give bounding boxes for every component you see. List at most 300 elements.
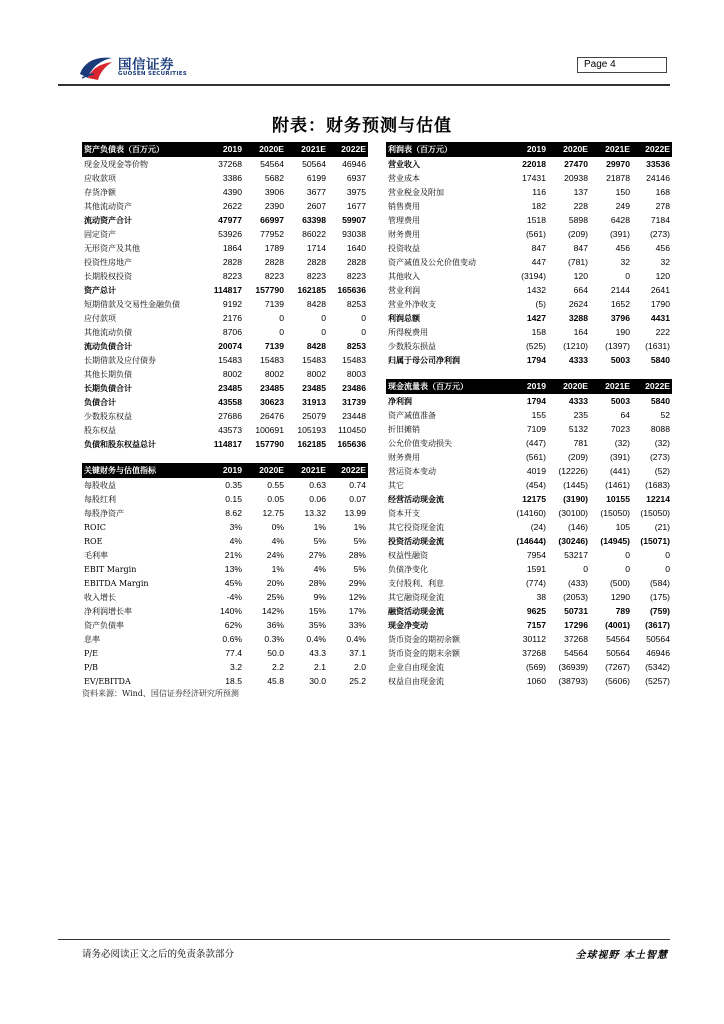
row-label: EBITDA Margin xyxy=(84,578,149,588)
row-value: 0.06 xyxy=(309,493,326,504)
header-divider xyxy=(58,84,670,86)
row-value: 4% xyxy=(229,535,242,546)
row-value: 63398 xyxy=(302,214,326,225)
row-value: 93038 xyxy=(342,228,366,239)
table-row xyxy=(82,423,368,437)
row-value: 28% xyxy=(348,549,366,560)
row-value: 23448 xyxy=(342,410,366,421)
row-value: 25.2 xyxy=(349,675,366,686)
row-value: 5003 xyxy=(610,395,630,406)
key-metrics-table xyxy=(82,463,368,688)
row-value: 8223 xyxy=(346,270,366,281)
row-label: 营运资本变动 xyxy=(388,466,436,476)
row-value: 0 xyxy=(583,563,588,574)
row-label: 每股收益 xyxy=(84,480,116,490)
row-value: 0.74 xyxy=(349,479,366,490)
table-row xyxy=(82,478,368,492)
row-value: (1397) xyxy=(605,340,630,351)
table-header-row xyxy=(82,463,368,478)
row-value: (1631) xyxy=(645,340,670,351)
row-value: 3975 xyxy=(346,186,366,197)
row-value: (433) xyxy=(567,577,588,588)
row-value: 8428 xyxy=(306,340,326,351)
table-header-row xyxy=(386,379,672,394)
row-value: 5682 xyxy=(264,172,284,183)
row-value: 50564 xyxy=(646,633,670,644)
table-row xyxy=(82,534,368,548)
table-row xyxy=(82,241,368,255)
table-row xyxy=(386,590,672,604)
row-value: 50731 xyxy=(564,605,588,616)
row-value: 0 xyxy=(361,312,366,323)
row-value: 781 xyxy=(573,437,588,448)
table-header-row xyxy=(386,142,672,157)
row-label: 投资性房地产 xyxy=(84,257,132,267)
table-row xyxy=(386,241,672,255)
row-value: 15483 xyxy=(302,354,326,365)
row-value: 37268 xyxy=(522,647,546,658)
row-value: 168 xyxy=(655,186,670,197)
row-value: 222 xyxy=(655,326,670,337)
row-value: 54564 xyxy=(606,633,630,644)
row-value: 13.99 xyxy=(344,507,366,518)
page-title: 附表：财务预测与估值 xyxy=(272,116,452,136)
row-value: 30.0 xyxy=(309,675,326,686)
row-value: (2053) xyxy=(563,591,588,602)
row-value: 8253 xyxy=(346,298,366,309)
table-row xyxy=(82,660,368,674)
row-value: 13% xyxy=(224,563,242,574)
row-label: 支付股利、利息 xyxy=(388,578,444,588)
row-value: 37.1 xyxy=(349,647,366,658)
row-label: 长期股权投资 xyxy=(84,271,132,281)
row-value: (3617) xyxy=(645,619,670,630)
row-value: 2144 xyxy=(610,284,630,295)
row-value: (1683) xyxy=(645,479,670,490)
table-row xyxy=(386,646,672,660)
row-value: (5342) xyxy=(645,661,670,672)
row-value: 162185 xyxy=(297,438,326,449)
row-value: 0 xyxy=(361,326,366,337)
row-value: 7184 xyxy=(650,214,670,225)
table-row xyxy=(82,199,368,213)
row-label: 公允价值变动损失 xyxy=(388,438,452,448)
row-label: 其它融资现金流 xyxy=(388,592,444,602)
table-row xyxy=(386,227,672,241)
table-row xyxy=(386,506,672,520)
row-value: 36% xyxy=(266,619,284,630)
row-value: (21) xyxy=(654,521,670,532)
table-row xyxy=(82,227,368,241)
row-value: 5% xyxy=(353,535,366,546)
row-label: 长期借款及应付债券 xyxy=(84,355,156,365)
row-value: (175) xyxy=(649,591,670,602)
row-label: 每股净资产 xyxy=(84,508,124,518)
row-label: 货币资金的期初余额 xyxy=(388,634,460,644)
footer-slogan: 全球视野 本土智慧 xyxy=(575,950,668,961)
row-label: 现金净变动 xyxy=(388,619,428,630)
row-label: 应收款项 xyxy=(84,173,116,183)
disclaimer-note: 请务必阅读正文之后的免责条款部分 xyxy=(82,949,235,960)
row-value: 158 xyxy=(531,326,546,337)
row-value: 0.55 xyxy=(267,479,284,490)
row-value: 4333 xyxy=(568,395,588,406)
row-value: 43558 xyxy=(218,396,242,407)
row-label: 资产减值及公允价值变动 xyxy=(388,257,476,267)
row-value: (1445) xyxy=(563,479,588,490)
row-value: 23486 xyxy=(342,382,366,393)
row-label: 财务费用 xyxy=(388,229,420,239)
row-label: 少数股东权益 xyxy=(84,411,132,421)
row-value: 15483 xyxy=(218,354,242,365)
row-value: (14644) xyxy=(516,535,546,546)
row-value: (525) xyxy=(525,340,546,351)
table-row xyxy=(82,409,368,423)
row-value: (1210) xyxy=(563,340,588,351)
row-value: 1864 xyxy=(222,242,242,253)
row-value: 1790 xyxy=(650,298,670,309)
row-value: 46946 xyxy=(646,647,670,658)
table-row xyxy=(82,576,368,590)
row-label: 营业成本 xyxy=(388,173,420,183)
row-label: 营业税金及附加 xyxy=(388,187,444,197)
row-value: 278 xyxy=(655,200,670,211)
row-value: 0.4% xyxy=(346,633,366,644)
row-value: 5840 xyxy=(650,354,670,365)
row-value: 31739 xyxy=(342,396,366,407)
table-row xyxy=(386,632,672,646)
row-value: 789 xyxy=(615,605,630,616)
year-header: 2019 xyxy=(508,379,548,394)
table-title: 关键财务与估值指标 xyxy=(82,463,204,478)
row-value: 847 xyxy=(531,242,546,253)
row-value: (447) xyxy=(525,437,546,448)
row-value: (12226) xyxy=(558,465,588,476)
row-value: 1677 xyxy=(346,200,366,211)
row-value: 15483 xyxy=(260,354,284,365)
row-value: (30246) xyxy=(558,535,588,546)
row-value: 142% xyxy=(262,605,284,616)
row-value: 37268 xyxy=(564,633,588,644)
row-value: 1789 xyxy=(264,242,284,253)
row-value: 23485 xyxy=(302,382,326,393)
table-row xyxy=(82,185,368,199)
cash-flow-table xyxy=(386,379,672,688)
row-value: 32 xyxy=(620,256,630,267)
row-label: 其它 xyxy=(388,480,404,490)
row-value: (209) xyxy=(567,228,588,239)
row-label: P/B xyxy=(84,662,98,672)
table-row xyxy=(386,394,672,408)
row-label: 流动资产合计 xyxy=(84,214,132,225)
row-value: 12175 xyxy=(522,493,546,504)
row-value: 0 xyxy=(625,270,630,281)
table-title: 利润表（百万元） xyxy=(386,142,508,157)
row-value: 3.2 xyxy=(230,661,242,672)
row-value: 165636 xyxy=(337,284,366,295)
row-value: 105193 xyxy=(297,424,326,435)
table-row xyxy=(82,353,368,367)
table-row xyxy=(386,185,672,199)
row-value: 35% xyxy=(308,619,326,630)
row-label: 营业收入 xyxy=(388,158,420,169)
row-value: 2607 xyxy=(306,200,326,211)
row-value: 5003 xyxy=(610,354,630,365)
row-value: 37268 xyxy=(218,158,242,169)
row-value: 150 xyxy=(615,186,630,197)
row-value: 2641 xyxy=(650,284,670,295)
row-value: 23485 xyxy=(260,382,284,393)
row-value: 7954 xyxy=(526,549,546,560)
row-value: 13.32 xyxy=(304,507,326,518)
year-header: 2021E xyxy=(590,379,632,394)
table-row xyxy=(82,590,368,604)
row-value: 53217 xyxy=(564,549,588,560)
row-value: 20074 xyxy=(218,340,242,351)
table-row xyxy=(386,604,672,618)
row-label: 毛利率 xyxy=(84,550,108,560)
year-header: 2021E xyxy=(286,463,328,478)
row-label: 现金及现金等价物 xyxy=(84,159,148,169)
row-value: 3796 xyxy=(610,312,630,323)
row-label: 营业利润 xyxy=(388,285,420,295)
row-value: 30112 xyxy=(522,633,546,644)
row-value: 1% xyxy=(313,521,326,532)
row-value: (569) xyxy=(525,661,546,672)
row-value: 5% xyxy=(313,535,326,546)
logo-text-cn: 国信证券 xyxy=(118,57,174,73)
row-value: 24% xyxy=(266,549,284,560)
table-row xyxy=(82,325,368,339)
table-row xyxy=(386,576,672,590)
year-header: 2019 xyxy=(204,463,244,478)
row-value: 38 xyxy=(536,591,546,602)
table-row xyxy=(82,632,368,646)
row-value: 664 xyxy=(573,284,588,295)
table-row xyxy=(386,660,672,674)
row-label: 企业自由现金流 xyxy=(388,662,444,672)
guosen-logo-icon xyxy=(78,52,114,82)
row-label: 权益自由现金流 xyxy=(388,676,444,686)
table-row xyxy=(82,492,368,506)
row-value: 45% xyxy=(224,577,242,588)
row-value: 8253 xyxy=(346,340,366,351)
table-row xyxy=(82,674,368,688)
row-value: 62% xyxy=(224,619,242,630)
year-header: 2019 xyxy=(508,142,548,157)
row-value: 0 xyxy=(321,312,326,323)
table-row xyxy=(82,618,368,632)
table-row xyxy=(386,464,672,478)
row-value: 5898 xyxy=(568,214,588,225)
row-value: 2828 xyxy=(306,256,326,267)
table-row xyxy=(386,674,672,688)
row-label: 无形资产及其他 xyxy=(84,243,140,253)
table-row xyxy=(82,367,368,381)
row-value: (3194) xyxy=(521,270,546,281)
row-value: 5132 xyxy=(568,423,588,434)
row-label: 财务费用 xyxy=(388,452,420,462)
row-value: 53926 xyxy=(218,228,242,239)
row-value: 120 xyxy=(655,270,670,281)
row-value: 9% xyxy=(313,591,326,602)
row-value: 105 xyxy=(615,521,630,532)
row-value: (24) xyxy=(530,521,546,532)
row-label: 短期借款及交易性金融负债 xyxy=(84,299,180,309)
table-row xyxy=(386,492,672,506)
row-value: (15050) xyxy=(600,507,630,518)
row-value: 2828 xyxy=(264,256,284,267)
row-value: 17431 xyxy=(522,172,546,183)
row-value: 0.63 xyxy=(309,479,326,490)
row-value: 25079 xyxy=(302,410,326,421)
row-value: 12% xyxy=(348,591,366,602)
table-row xyxy=(82,604,368,618)
table-row xyxy=(386,618,672,632)
row-value: 7157 xyxy=(526,619,546,630)
row-value: (391) xyxy=(609,228,630,239)
row-value: 2.1 xyxy=(314,661,326,672)
row-value: 0 xyxy=(665,549,670,560)
row-label: 管理费用 xyxy=(388,215,420,225)
row-value: 0.6% xyxy=(222,633,242,644)
income-statement-table xyxy=(386,142,672,367)
row-value: (454) xyxy=(525,479,546,490)
row-value: 114817 xyxy=(213,284,242,295)
row-value: 2.2 xyxy=(272,661,284,672)
company-logo xyxy=(78,50,188,84)
row-value: 182 xyxy=(531,200,546,211)
row-label: 销售费用 xyxy=(388,201,420,211)
table-row xyxy=(386,353,672,367)
row-value: (32) xyxy=(614,437,630,448)
row-value: 43573 xyxy=(218,424,242,435)
row-value: 3% xyxy=(229,521,242,532)
year-header: 2021E xyxy=(590,142,632,157)
row-value: 3906 xyxy=(264,186,284,197)
row-value: 17296 xyxy=(564,619,588,630)
row-value: 0% xyxy=(271,521,284,532)
row-label: 权益性融资 xyxy=(388,550,428,560)
table-row xyxy=(82,506,368,520)
row-value: 23485 xyxy=(218,382,242,393)
table-row xyxy=(82,311,368,325)
table-row xyxy=(82,548,368,562)
row-value: (5257) xyxy=(645,675,670,686)
row-value: 7139 xyxy=(264,298,284,309)
row-value: 33536 xyxy=(646,158,670,169)
row-value: 1714 xyxy=(306,242,326,253)
row-value: 33% xyxy=(348,619,366,630)
row-label: 息率 xyxy=(84,634,100,644)
row-value: 4333 xyxy=(568,354,588,365)
row-value: 190 xyxy=(615,326,630,337)
row-value: (441) xyxy=(609,465,630,476)
row-value: (561) xyxy=(525,228,546,239)
row-label: 固定资产 xyxy=(84,229,116,239)
row-value: -4% xyxy=(226,591,242,602)
row-value: 12.75 xyxy=(262,507,284,518)
table-row xyxy=(82,213,368,227)
year-header: 2020E xyxy=(244,463,286,478)
row-value: 22018 xyxy=(522,158,546,169)
row-value: 2622 xyxy=(222,200,242,211)
table-row xyxy=(82,297,368,311)
row-value: 0 xyxy=(321,326,326,337)
row-value: (7267) xyxy=(605,661,630,672)
table-row xyxy=(386,199,672,213)
row-value: 27% xyxy=(308,549,326,560)
table-row xyxy=(386,213,672,227)
row-value: 249 xyxy=(615,200,630,211)
row-label: 营业外净收支 xyxy=(388,299,436,309)
row-value: 46946 xyxy=(342,158,366,169)
row-value: 24146 xyxy=(646,172,670,183)
table-row xyxy=(82,157,368,171)
table-row xyxy=(82,646,368,660)
row-value: (15071) xyxy=(640,535,670,546)
row-value: 52 xyxy=(660,409,670,420)
table-row xyxy=(386,311,672,325)
row-label: 其他长期负债 xyxy=(84,369,132,379)
row-value: 30623 xyxy=(260,396,284,407)
year-header: 2022E xyxy=(632,379,672,394)
row-value: 4% xyxy=(313,563,326,574)
row-value: 15% xyxy=(308,605,326,616)
row-value: 1518 xyxy=(526,214,546,225)
row-value: 21878 xyxy=(606,172,630,183)
row-value: 155 xyxy=(531,409,546,420)
row-value: 2624 xyxy=(568,298,588,309)
row-value: (30100) xyxy=(558,507,588,518)
row-value: 5% xyxy=(353,563,366,574)
row-label: 资本开支 xyxy=(388,508,420,518)
row-value: 228 xyxy=(573,200,588,211)
row-value: (5) xyxy=(535,298,546,309)
table-row xyxy=(386,436,672,450)
row-value: 77.4 xyxy=(225,647,242,658)
logo-text-en: GUOSEN SECURITIES xyxy=(118,71,188,77)
row-label: 其他流动负债 xyxy=(84,327,132,337)
row-value: 50.0 xyxy=(267,647,284,658)
year-header: 2022E xyxy=(328,142,368,157)
row-value: 1794 xyxy=(526,354,546,365)
row-value: 59907 xyxy=(342,214,366,225)
row-value: 110450 xyxy=(337,424,366,435)
row-value: 45.8 xyxy=(267,675,284,686)
row-value: 18.5 xyxy=(225,675,242,686)
row-label: 存货净额 xyxy=(84,187,116,197)
row-label: 长期负债合计 xyxy=(84,382,132,393)
year-header: 2019 xyxy=(204,142,244,157)
row-value: 447 xyxy=(531,256,546,267)
table-header-row xyxy=(82,142,368,157)
row-value: 50564 xyxy=(606,647,630,658)
row-value: 8223 xyxy=(306,270,326,281)
row-label: 其它投资现金流 xyxy=(388,522,444,532)
table-row xyxy=(82,437,368,451)
row-value: 2.0 xyxy=(354,661,366,672)
table-row xyxy=(82,381,368,395)
row-value: 0.35 xyxy=(225,479,242,490)
row-value: 847 xyxy=(573,242,588,253)
table-row xyxy=(386,325,672,339)
row-value: 8002 xyxy=(222,368,242,379)
row-value: (391) xyxy=(609,451,630,462)
row-value: 29970 xyxy=(606,158,630,169)
row-value: 66997 xyxy=(260,214,284,225)
row-value: (561) xyxy=(525,451,546,462)
